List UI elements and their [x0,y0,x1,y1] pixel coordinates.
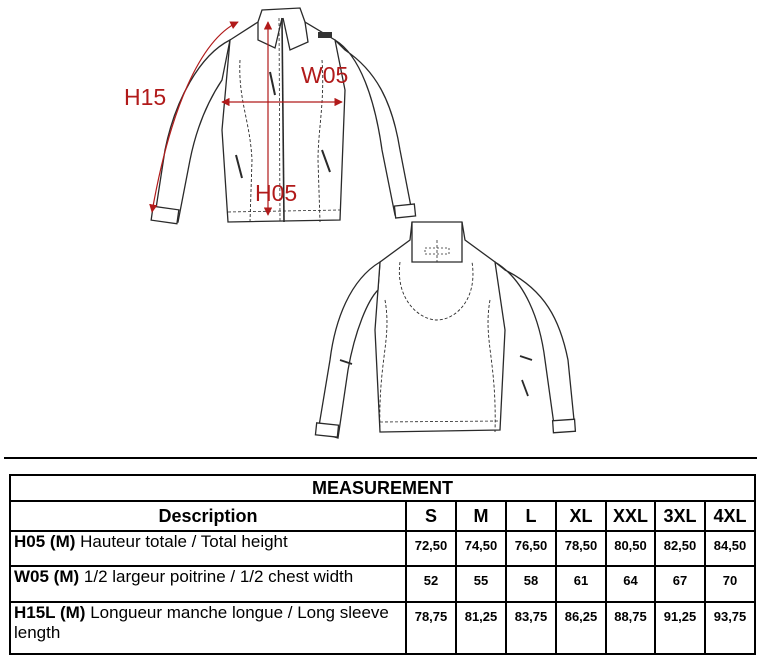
table-title: MEASUREMENT [10,475,755,501]
size-header-xxl: XXL [606,501,655,531]
table-cell: 81,25 [456,602,506,654]
table-cell: 64 [606,566,655,602]
h15-measure-label: H15 [124,84,167,110]
table-cell: 91,25 [655,602,705,654]
table-cell: 61 [556,566,606,602]
table-cell: 93,75 [705,602,755,654]
table-cell: 84,50 [705,531,755,566]
row-description [10,531,406,566]
table-cell: 70 [705,566,755,602]
table-cell: 82,50 [655,531,705,566]
size-header-3xl: 3XL [655,501,705,531]
table-cell: 52 [406,566,456,602]
size-header-m: M [456,501,506,531]
measure-text: 1/2 largeur poitrine / 1/2 chest width [79,567,354,586]
row-description [10,602,406,654]
back-jacket-drawing [315,222,575,438]
row-description [10,566,406,602]
table-cell: 76,50 [506,531,556,566]
table-cell: 88,75 [606,602,655,654]
table-header-row [10,501,755,531]
measure-code: H15L (M) [14,603,86,622]
table-cell: 58 [506,566,556,602]
measure-text: Hauteur totale / Total height [75,532,288,551]
size-header-4xl: 4XL [705,501,755,531]
table-cell: 74,50 [456,531,506,566]
w05-measure-label: W05 [301,62,349,88]
size-header-s: S [406,501,456,531]
table-cell: 55 [456,566,506,602]
table-cell: 80,50 [606,531,655,566]
measure-code: W05 (M) [14,567,80,586]
description-header: Description [10,501,406,531]
section-divider [4,457,757,459]
size-header-xl: XL [556,501,606,531]
table-cell: 72,50 [406,531,456,566]
table-cell: 67 [655,566,705,602]
table-row [10,566,755,602]
size-header-l: L [506,501,556,531]
measure-text: Longueur manche longue / Long sleeve length [14,603,389,642]
table-row [10,531,755,566]
table-row [10,602,755,654]
table-cell: 83,75 [506,602,556,654]
h05-measure-label: H05 [255,180,298,206]
measurement-table [9,474,756,655]
measure-code: H05 (M) [14,532,76,551]
table-cell: 78,75 [406,602,456,654]
table-cell: 78,50 [556,531,606,566]
table-cell: 86,25 [556,602,606,654]
